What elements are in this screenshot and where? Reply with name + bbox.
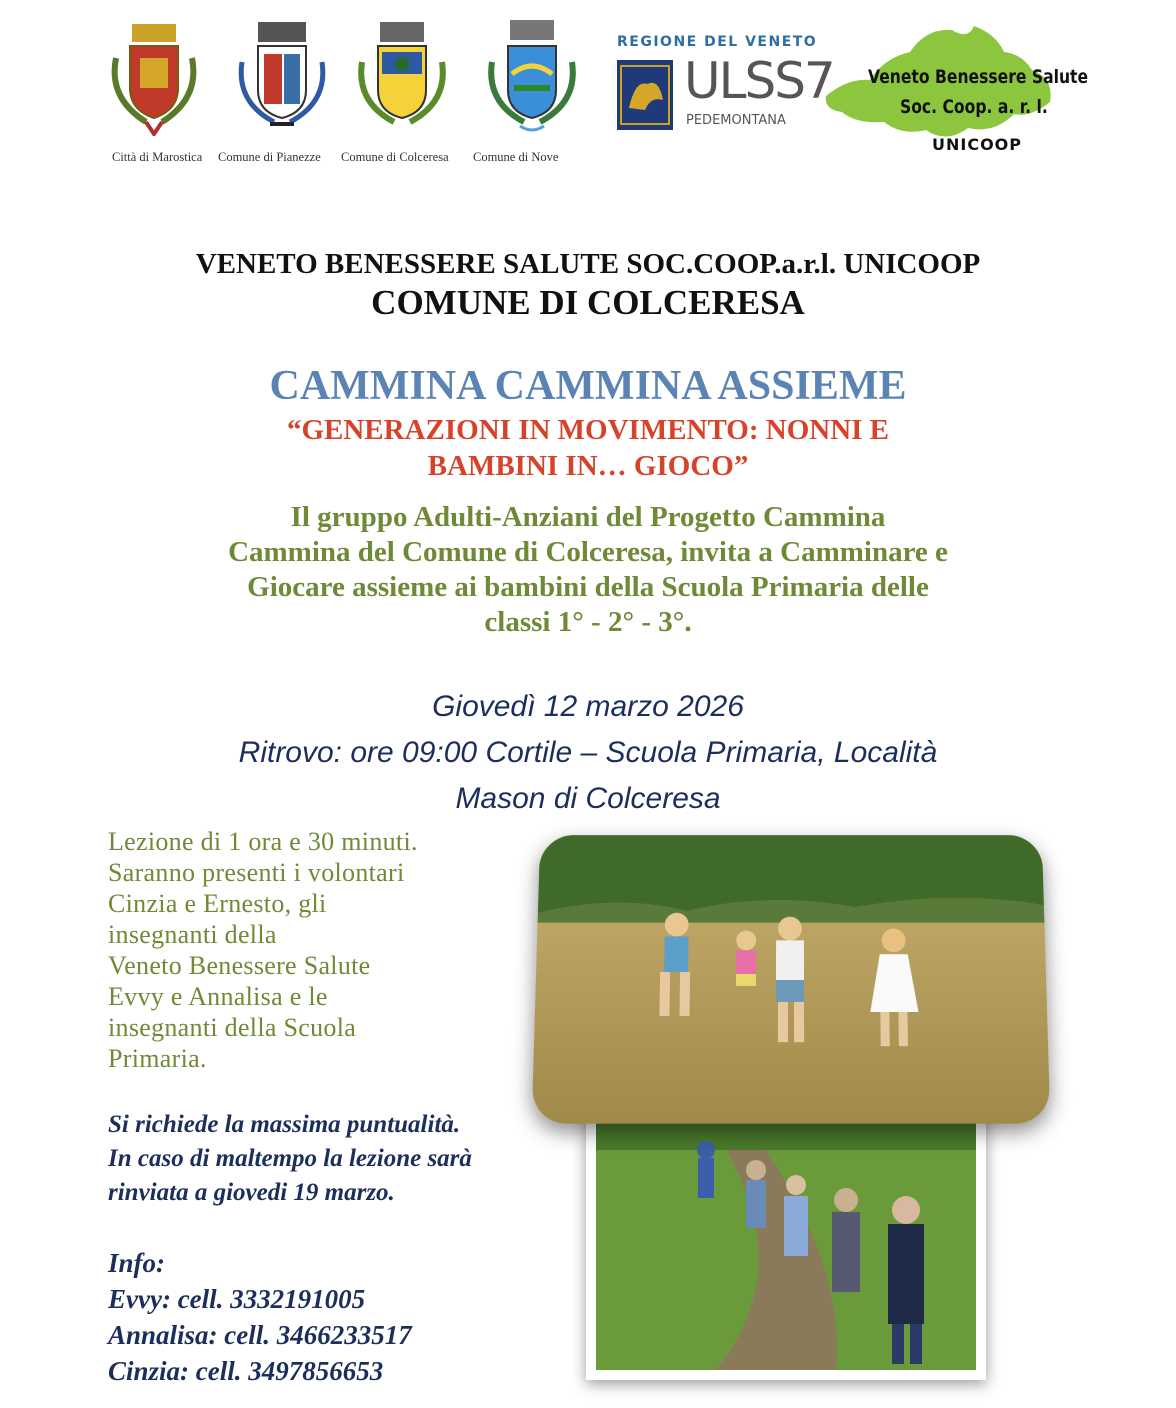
notice-line: rinviata a giovedi 19 marzo. xyxy=(108,1179,395,1206)
lesson-line: Primaria. xyxy=(108,1044,207,1073)
lesson-line: Evvy e Annalisa e le xyxy=(108,982,328,1011)
punctuality-notice xyxy=(108,1108,472,1210)
photo-group-walking xyxy=(586,1080,986,1380)
lesson-description xyxy=(108,826,528,1074)
ulss-logo-name: ULSS7 xyxy=(684,52,834,110)
intro-line: classi 1° - 2° - 3°. xyxy=(484,606,692,638)
ulss-logo-sub: PEDEMONTANA xyxy=(686,113,786,128)
event-title: CAMMINA CAMMINA ASSIEME xyxy=(269,363,907,409)
event-date: Giovedì 12 marzo 2026 xyxy=(432,690,744,723)
lesson-line: insegnanti della Scuola xyxy=(108,1013,357,1042)
vbs-logo-line1: Veneto Benessere Salute xyxy=(868,66,1089,88)
notice-line: In caso di maltempo la lezione sarà xyxy=(108,1145,472,1172)
veneto-lion-icon xyxy=(617,60,673,130)
comune-heading: COMUNE DI COLCERESA xyxy=(371,283,805,322)
organizer-heading: VENETO BENESSERE SALUTE SOC.COOP.a.r.l. UNICOOP xyxy=(195,248,981,280)
intro-line: Il gruppo Adulti-Anziani del Progetto Cammina xyxy=(290,501,886,533)
vbs-logo-line2: Soc. Coop. a. r. l. xyxy=(900,96,1048,118)
subtitle-line-1: “GENERAZIONI IN MOVIMENTO: NONNI E xyxy=(286,414,890,446)
lesson-line: Cinzia e Ernesto, gli xyxy=(108,889,327,918)
info-heading: Info: xyxy=(108,1248,166,1278)
lesson-line: insegnanti della xyxy=(108,920,277,949)
marostica-crest-icon xyxy=(106,18,202,136)
crest-label-nove: Comune di Nove xyxy=(473,150,559,164)
intro-line: Giocare assieme ai bambini della Scuola Primaria delle xyxy=(247,571,929,603)
lesson-line: Saranno presenti i volontari xyxy=(108,858,405,887)
contact-cinzia: Cinzia: cell. 3497856653 xyxy=(108,1356,384,1386)
crest-label-pianezze: Comune di Pianezze xyxy=(218,150,321,164)
intro-paragraph xyxy=(0,500,1176,640)
nove-crest-icon xyxy=(484,18,580,136)
contact-evvy: Evvy: cell. 3332191005 xyxy=(108,1284,366,1314)
vbs-logo-line3: UNICOOP xyxy=(932,135,1023,154)
event-subtitle xyxy=(0,412,1176,484)
meeting-point-line-1: Ritrovo: ore 09:00 Cortile – Scuola Primaria, Località xyxy=(238,736,938,769)
crest-label-marostica: Città di Marostica xyxy=(112,150,203,164)
meeting-point-line-2: Mason di Colceresa xyxy=(455,782,721,815)
ulss-region-label: REGIONE DEL VENETO xyxy=(617,34,818,50)
info-contacts xyxy=(108,1245,412,1389)
subtitle-line-2: BAMBINI IN… GIOCO” xyxy=(427,450,749,482)
intro-line: Cammina del Comune di Colceresa, invita a Camminare e xyxy=(228,536,948,568)
lesson-line: Lezione di 1 ora e 30 minuti. xyxy=(108,827,418,856)
crest-label-colceresa: Comune di Colceresa xyxy=(341,150,449,164)
contact-annalisa: Annalisa: cell. 3466233517 xyxy=(108,1320,412,1350)
photo-children-running xyxy=(532,835,1051,1123)
notice-line: Si richiede la massima puntualità. xyxy=(108,1111,461,1138)
colceresa-crest-icon xyxy=(354,18,450,136)
lesson-line: Veneto Benessere Salute xyxy=(108,951,371,980)
pianezze-crest-icon xyxy=(234,18,330,136)
